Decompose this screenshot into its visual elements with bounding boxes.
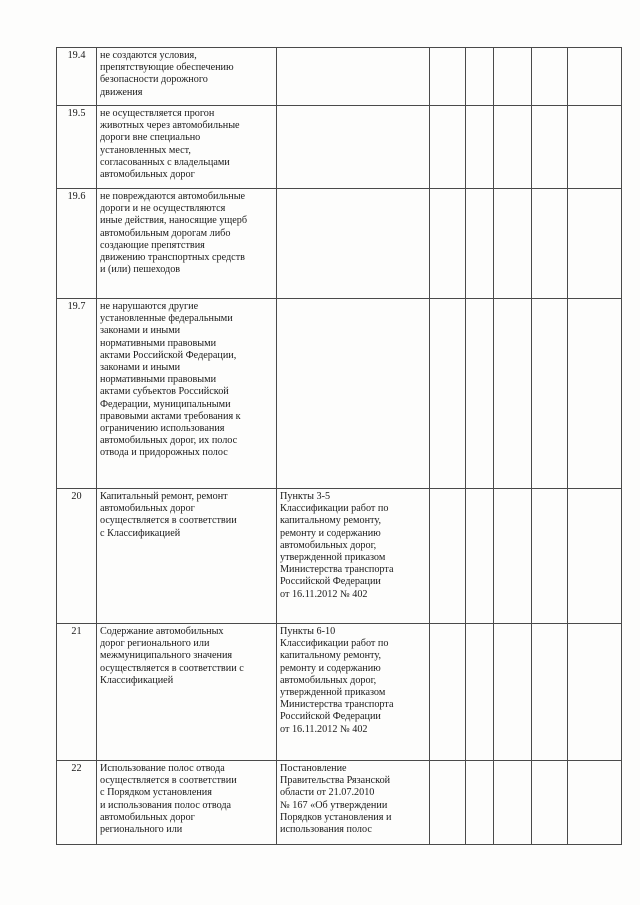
reference-cell (277, 761, 430, 845)
row-number-text: 22 (71, 763, 82, 774)
reference-cell (277, 48, 430, 106)
answer-cell (430, 106, 466, 189)
answer-cell (430, 189, 466, 299)
answer-cell (568, 106, 622, 189)
answer-cell (430, 48, 466, 106)
answer-cell (532, 761, 568, 845)
answer-cell (568, 48, 622, 106)
answer-cell (568, 761, 622, 845)
table-row (57, 299, 622, 489)
table-row (57, 489, 622, 624)
row-number (57, 299, 97, 489)
requirement-text: Содержание автомобильных дорог регионального или межмуниципального значения осуществляется в соответствии с Классификацией (100, 626, 244, 686)
row-number (57, 48, 97, 106)
reference-cell (277, 106, 430, 189)
reference-text: Постановление Правительства Рязанской области от 21.07.2010 № 167 «Об утверждении Порядков установления и использования полос (280, 763, 392, 836)
requirement-cell (97, 189, 277, 299)
answer-cell (430, 299, 466, 489)
answer-cell (532, 299, 568, 489)
requirement-text: Капитальный ремонт, ремонт автомобильных дорог осуществляется в соответствии с Классификацией (100, 491, 237, 539)
answer-cell (466, 299, 494, 489)
answer-cell (466, 624, 494, 761)
row-number-text: 19.7 (67, 301, 86, 312)
requirement-cell (97, 761, 277, 845)
answer-cell (494, 189, 532, 299)
answer-cell (532, 189, 568, 299)
answer-cell (494, 48, 532, 106)
answer-cell (494, 299, 532, 489)
row-number (57, 189, 97, 299)
answer-cell (494, 489, 532, 624)
requirement-text: не создаются условия, препятствующие обеспечению безопасности дорожного движения (100, 50, 234, 98)
answer-cell (466, 489, 494, 624)
table-row (57, 189, 622, 299)
answer-cell (466, 48, 494, 106)
answer-cell (466, 189, 494, 299)
requirement-cell (97, 489, 277, 624)
requirement-cell (97, 299, 277, 489)
answer-cell (430, 489, 466, 624)
row-number-text: 20 (71, 491, 82, 502)
row-number-text: 19.6 (67, 191, 86, 202)
table-row (57, 624, 622, 761)
answer-cell (568, 489, 622, 624)
row-number-text: 19.4 (67, 50, 86, 61)
row-number (57, 624, 97, 761)
requirement-text: Использование полос отвода осуществляется в соответствии с Порядком установления и использования полос отвода автомобильных дорог регионального или (100, 763, 237, 836)
answer-cell (568, 624, 622, 761)
requirement-text: не осуществляется прогон животных через автомобильные дороги вне специально установленных мест, согласованных с владельцами автомобильных дорог (100, 108, 240, 181)
reference-text: Пункты 3-5 Классификации работ по капитальному ремонту, ремонту и содержанию автомобильных дорог, утвержденной приказом Министерства транспорта Российской Федерации от 16.11.2012 № 402 (280, 491, 394, 600)
requirement-cell (97, 48, 277, 106)
requirement-cell (97, 106, 277, 189)
requirement-text: не нарушаются другие установленные федеральными законами и иными нормативными правовыми актами Российской Федерации, законами и иными нормативными правовыми актами субъектов Российской Федерации, муниципальными правовыми актами требования к ограничению использования автомобильных дорог, их полос отвода и придорожных полос (100, 301, 241, 459)
answer-cell (466, 106, 494, 189)
requirement-text: не повреждаются автомобильные дороги и не осуществляются иные действия, наносящие ущерб автомобильным дорогам либо создающие препятствия движению транспортных средств и (или) пешеходов (100, 191, 248, 276)
reference-cell (277, 624, 430, 761)
table-row (57, 48, 622, 106)
checklist-table (56, 47, 622, 845)
answer-cell (494, 761, 532, 845)
answer-cell (466, 761, 494, 845)
row-number (57, 489, 97, 624)
answer-cell (532, 624, 568, 761)
row-number (57, 761, 97, 845)
answer-cell (430, 761, 466, 845)
row-number-text: 19.5 (67, 108, 86, 119)
answer-cell (430, 624, 466, 761)
requirement-cell (97, 624, 277, 761)
reference-text: Пункты 6-10 Классификации работ по капитальному ремонту, ремонту и содержанию автомобильных дорог, утвержденной приказом Министерства транспорта Российской Федерации от 16.11.2012 № 402 (280, 626, 394, 735)
answer-cell (532, 48, 568, 106)
reference-cell (277, 189, 430, 299)
reference-cell (277, 299, 430, 489)
answer-cell (532, 489, 568, 624)
answer-cell (532, 106, 568, 189)
answer-cell (494, 106, 532, 189)
row-number-text: 21 (71, 626, 82, 637)
answer-cell (568, 189, 622, 299)
table-row (57, 106, 622, 189)
answer-cell (568, 299, 622, 489)
reference-cell (277, 489, 430, 624)
table-row (57, 761, 622, 845)
answer-cell (494, 624, 532, 761)
row-number (57, 106, 97, 189)
